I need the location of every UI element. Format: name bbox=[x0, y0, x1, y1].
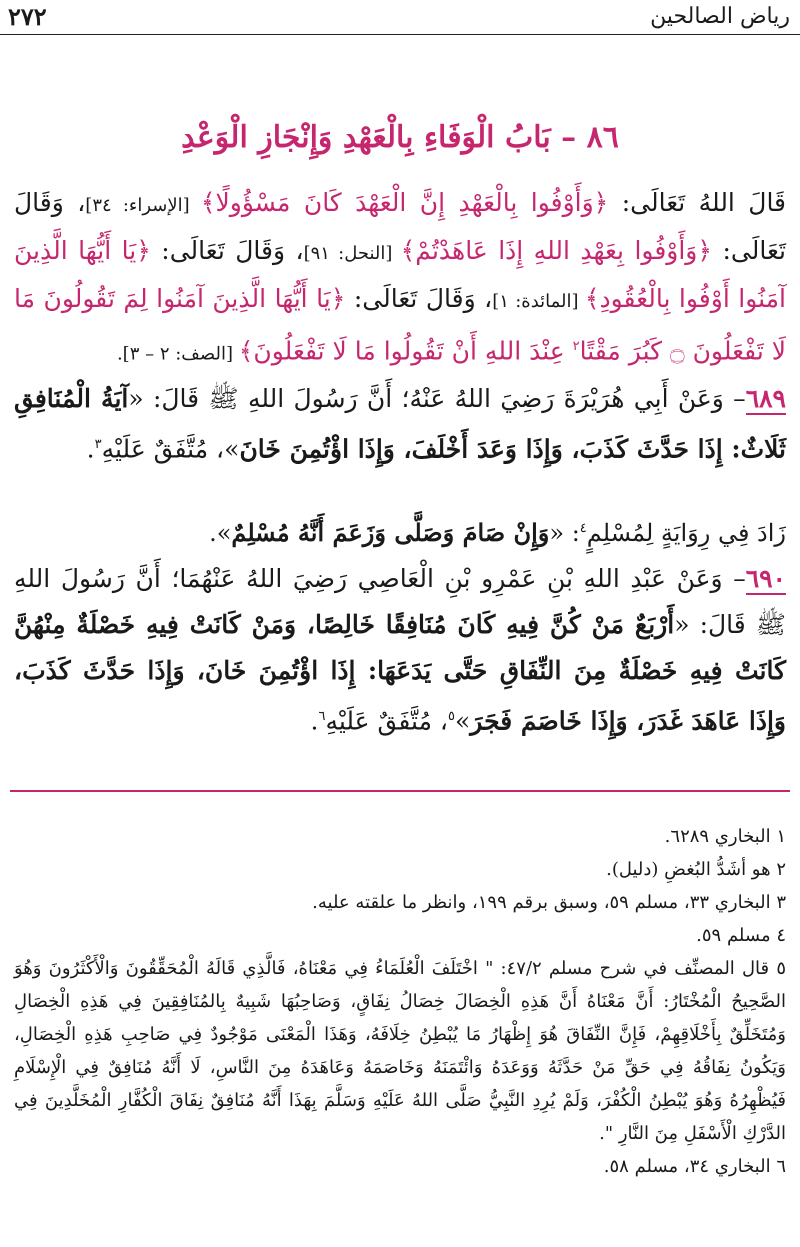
page-number: ٢٧٢ bbox=[8, 2, 47, 31]
hadith-matn: أَرْبَعٌ مَنْ كُنَّ فِيهِ كَانَ مُنَافِقًا خَالِصًا، وَمَنْ كَانَتْ فِيهِ خَصْلَةٌ مِنْهُنَّ كَانَتْ فِيهِ خَصْلَةٌ مِنَ النِّفَاقِ حَتَّى يَدَعَهَا: إِذَا اؤْتُمِنَ خَانَ، وَإِذَا حَدَّثَ كَذَبَ، وَإِذَا عَاهَدَ غَدَرَ، وَإِذَا خَاصَمَ فَجَرَ bbox=[14, 610, 786, 736]
chapter-intro bbox=[14, 180, 786, 376]
hadith-matn: وَإِنْ صَامَ وَصَلَّى وَزَعَمَ أَنَّهُ مُسْلِمٌ bbox=[231, 518, 550, 547]
punctuation: . bbox=[310, 706, 319, 736]
footnote-4: ٤ مسلم ٥٩. bbox=[696, 925, 786, 946]
punctuation: : « bbox=[549, 519, 580, 547]
footnote-1: ١ البخاري ٦٢٨٩. bbox=[664, 826, 786, 847]
footnote-marker: ٦ bbox=[318, 709, 326, 724]
footnote-5: ٥ قال المصنِّف في شرح مسلم ٤٧/٢: " اخْتَلَفَ الْعُلَمَاءُ فِي مَعْنَاهُ، فَالَّذِي قَالَهُ الْمُحَقِّقُونَ وَالْأَكْثَرُونَ وَهُوَ الصَّحِيحُ الْمُخْتَارُ: أَنَّ مَعْنَاهُ أَنَّ هَذِهِ الْخِصَالَ خِصَالُ نِفَاقٍ، وَصَاحِبُهَا شَبِيهٌ بِالمُنَافِقِينَ فِي هَذِهِ الْخِصَالِ وَمُتَخَلِّقٌ بِأَخْلَاقِهِمْ، فَإِنَّ النِّفَاقَ هُوَ إِظْهَارُ مَا يُبْطِنُ خِلَافَهُ، وَهَذَا الْمَعْنَى مَوْجُودٌ فِي صَاحِبِ هَذِهِ الْخِصَالِ، وَيَكُونُ نِفَاقُهُ فِي حَقِّ مَنْ حَدَّثَهُ وَوَعَدَهُ وَائْتَمَنَهُ وَخَاصَمَهُ وَعَاهَدَهُ مِنَ النَّاسِ، لَا أَنَّهُ مُنَافِقٌ فِي الْإِسْلَامِ فَيُظْهِرُهُ وَهُوَ يُبْطِنُ الْكُفْرَ، وَلَمْ يُرِدِ النَّبِيُّ صَلَّى اللهُ عَلَيْهِ وَسَلَّمَ بِهَذَا أَنَّهُ مُنَافِقٌ نِفَاقَ الْكُفَّارِ الْمُخَلَّدِينَ فِي الدَّرْكِ الْأَسْفَلِ مِنَ النَّارِ ". bbox=[14, 958, 786, 1144]
book-title: رياض الصالحين bbox=[650, 4, 790, 29]
footnote-marker: ٤ bbox=[579, 521, 587, 536]
hadith-690 bbox=[14, 556, 786, 744]
hadith-isnad: – وَعَنْ أَبِي هُرَيْرَةَ رَضِيَ اللهُ عَنْهُ؛ أَنَّ رَسُولَ اللهِ ﷺ قَالَ: « bbox=[128, 384, 746, 413]
quran-verse: ﴿يَا أَيُّهَا الَّذِينَ آمَنُوا لِمَ تَقُولُونَ مَا لَا تَفْعَلُونَ ۝ كَبُرَ مَقْتًا bbox=[14, 284, 786, 366]
footnotes bbox=[14, 820, 786, 1183]
riwaya-muslim bbox=[14, 506, 786, 556]
hadith-matn: آيَةُ الْمُنَافِقِ ثَلَاثٌ: إِذَا حَدَّثَ كَذَبَ، وَإِذَا وَعَدَ أَخْلَفَ، وَإِذَا اؤْتُمِنَ خَانَ bbox=[14, 384, 786, 464]
punctuation: . bbox=[86, 434, 95, 464]
intro-text: ، وَقَالَ تَعَالَى: bbox=[345, 284, 493, 313]
footnote-marker: ٥ bbox=[448, 709, 455, 724]
hadith-number: ٦٨٩ bbox=[745, 384, 786, 413]
hadith-grading: »، مُتَّفَقٌ عَلَيْهِ bbox=[101, 434, 240, 464]
intro-text: ، وَقَالَ تَعَالَى: bbox=[14, 188, 786, 265]
hadith-isnad: – وَعَنْ عَبْدِ اللهِ بْنِ عَمْرِو بْنِ الْعَاصِي رَضِيَ اللهُ عَنْهُمَا؛ أَنَّ رَسُولَ اللهِ ﷺ قَالَ: « bbox=[14, 564, 787, 639]
quran-verse: عِنْدَ اللهِ أَنْ تَقُولُوا مَا لَا تَفْعَلُونَ﴾ bbox=[238, 336, 573, 366]
quran-verse: ﴿وَأَوْفُوا بِعَهْدِ اللهِ إِذَا عَاهَدْتُمْ﴾ bbox=[400, 236, 713, 265]
verse-reference: [المائدة: ١] bbox=[492, 291, 585, 312]
footnote-6: ٦ البخاري ٣٤، مسلم ٥٨. bbox=[603, 1156, 786, 1177]
chapter-title: ٨٦ – بَابُ الْوَفَاءِ بِالْعَهْدِ وَإِنْجَازِ الْوَعْدِ bbox=[181, 120, 619, 155]
footnote-marker: ٣ bbox=[94, 437, 102, 452]
intro-text: قَالَ اللهُ تَعَالَى: bbox=[608, 188, 787, 217]
riwaya-intro: زَادَ فِي رِوَايَةٍ لِمُسْلِمٍ bbox=[586, 519, 786, 547]
intro-text: ، وَقَالَ تَعَالَى: bbox=[150, 236, 304, 265]
quran-verse: ﴿وَأَوْفُوا بِالْعَهْدِ إِنَّ الْعَهْدَ كَانَ مَسْؤُولًا﴾ bbox=[200, 188, 609, 217]
footnote-2: ٢ هو أشَدُّ البُغضِ (دليل). bbox=[606, 859, 786, 880]
footnote-marker: ٢ bbox=[572, 339, 580, 354]
verse-reference: [النحل: ٩١] bbox=[303, 243, 401, 264]
hadith-grading: ، مُتَّفَقٌ عَلَيْهِ bbox=[325, 706, 448, 736]
hadith-number: ٦٩٠ bbox=[745, 564, 786, 593]
footnote-3: ٣ البخاري ٣٣، مسلم ٥٩، وسبق برقم ١٩٩، وانظر ما علقته عليه. bbox=[312, 892, 786, 913]
verse-reference: [الصف: ٢ – ٣]. bbox=[116, 343, 239, 365]
punctuation: ». bbox=[209, 519, 232, 547]
page-header bbox=[0, 0, 800, 35]
footnote-divider bbox=[10, 790, 790, 792]
quran-verse: ﴿يَا أَيُّهَا الَّذِينَ آمَنُوا أَوْفُوا بِالْعُقُودِ﴾ bbox=[14, 236, 787, 313]
punctuation: » bbox=[454, 706, 471, 736]
verse-reference: [الإسراء: ٣٤] bbox=[85, 195, 201, 216]
hadith-689 bbox=[14, 376, 786, 472]
